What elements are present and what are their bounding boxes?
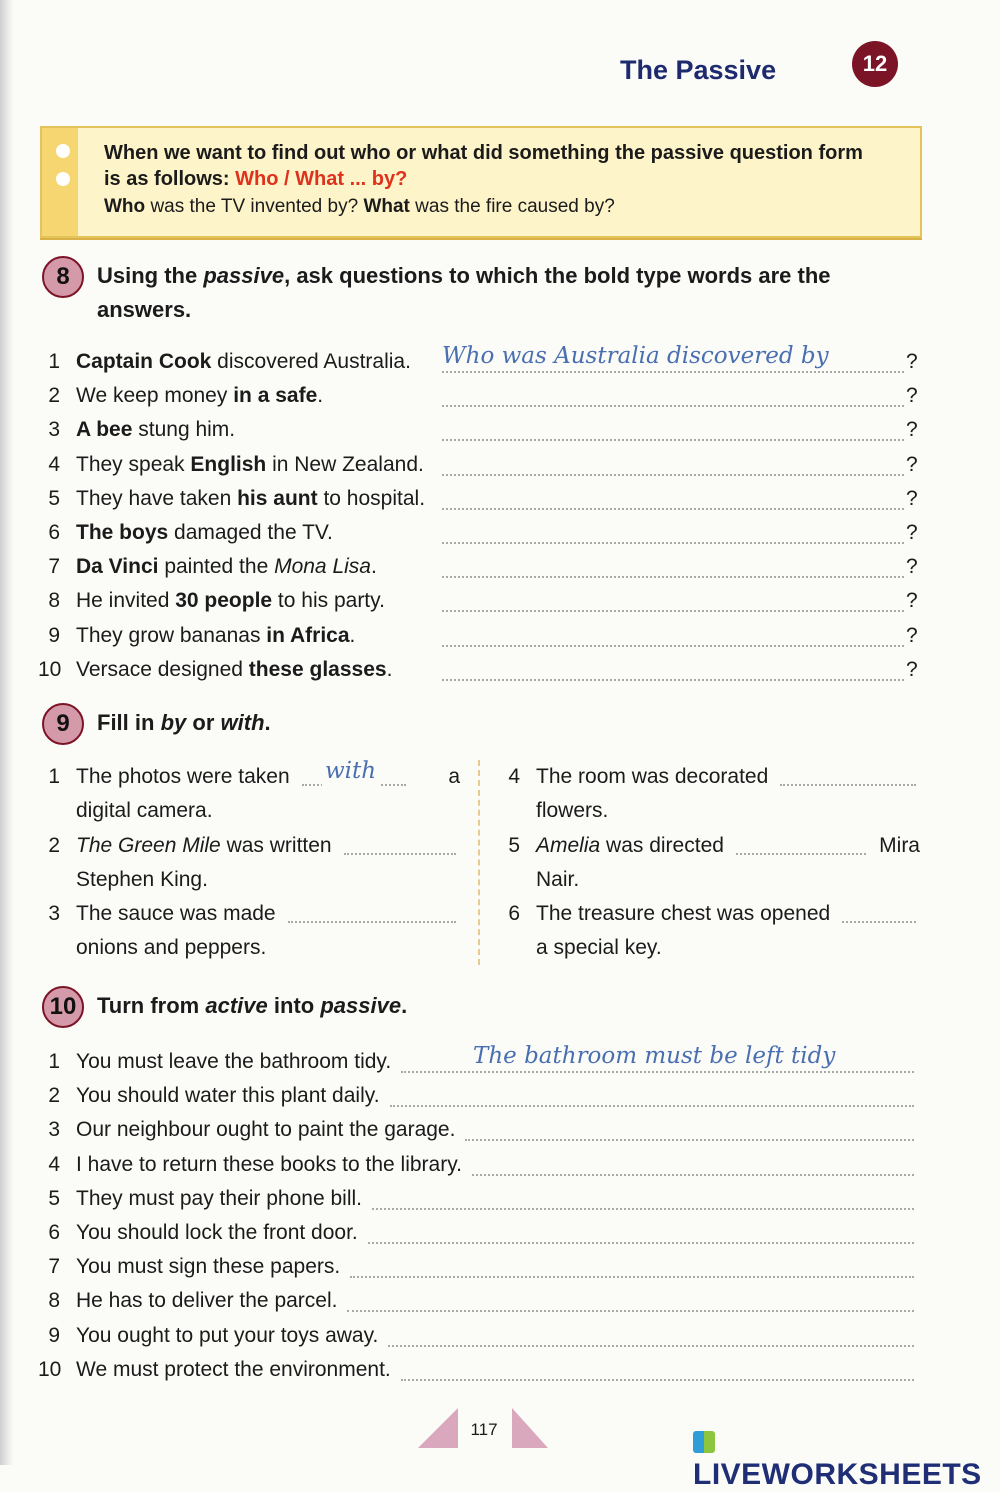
question-mark: ? xyxy=(906,452,918,476)
exercise-9-title: Fill in by or with. xyxy=(97,710,271,735)
item-number: 6 xyxy=(48,1221,60,1244)
exercise-8-item xyxy=(30,518,960,548)
item-sentence: They speak English in New Zealand. xyxy=(76,452,424,476)
answer-field[interactable] xyxy=(372,1208,914,1210)
exercise-8-item xyxy=(30,655,960,685)
answer-field[interactable] xyxy=(388,1345,914,1347)
exercise-9-badge: 9 xyxy=(42,703,84,745)
item-sentence: Captain Cook discovered Australia. xyxy=(76,350,411,373)
item-number: 8 xyxy=(48,1289,60,1313)
column-divider xyxy=(478,760,480,965)
answer-field[interactable] xyxy=(344,853,456,855)
item-number: 3 xyxy=(48,902,60,925)
question-mark: ? xyxy=(906,350,918,373)
example-answer: Who was Australia discovered by xyxy=(442,341,833,371)
rule-examples: Who was the TV invented by? What was the fire caused by? xyxy=(104,196,615,217)
item-text-cont: Nair. xyxy=(536,867,580,891)
exercise-10-item xyxy=(30,1355,920,1385)
question-mark: ? xyxy=(906,384,918,408)
item-number: 2 xyxy=(48,1084,60,1108)
item-number: 9 xyxy=(48,623,60,647)
item-sentence: They must pay their phone bill. xyxy=(76,1186,362,1210)
item-number: 3 xyxy=(48,418,60,442)
bullet-icon xyxy=(56,172,70,186)
item-sentence: I have to return these books to the library. xyxy=(76,1152,462,1176)
answer-field[interactable] xyxy=(347,1310,914,1312)
question-mark: ? xyxy=(906,657,918,681)
answer-field[interactable] xyxy=(401,1379,914,1381)
answer-field[interactable] xyxy=(442,645,904,647)
item-text: The Green Mile was written xyxy=(76,833,332,857)
bullet-icon xyxy=(56,144,70,158)
answer-field[interactable] xyxy=(780,784,916,786)
exercise-10-item xyxy=(30,1218,920,1248)
item-sentence: You must leave the bathroom tidy. xyxy=(76,1050,392,1073)
example-answer: with xyxy=(322,756,379,786)
answer-field[interactable] xyxy=(736,853,866,855)
question-mark: ? xyxy=(906,555,918,579)
exercise-8-item xyxy=(30,415,960,445)
exercise-10-item xyxy=(30,1115,920,1145)
exercise-8-item xyxy=(30,621,960,651)
item-number: 4 xyxy=(508,765,520,788)
answer-field[interactable] xyxy=(442,610,904,612)
item-number: 9 xyxy=(48,1323,60,1347)
answer-field[interactable] xyxy=(442,474,904,476)
item-number: 3 xyxy=(48,1118,60,1142)
exercise-10-item xyxy=(30,1252,920,1282)
item-number: 10 xyxy=(38,657,62,681)
item-number: 10 xyxy=(38,1357,62,1381)
exercise-10-item xyxy=(30,1043,920,1077)
exercise-8-title: Using the passive, ask questions to which the bold type words are the xyxy=(97,263,831,288)
exercise-8-item xyxy=(30,484,960,514)
item-number: 4 xyxy=(48,452,60,476)
item-text: The treasure chest was opened xyxy=(536,902,831,925)
item-number: 4 xyxy=(48,1152,60,1176)
exercise-8-title-cont: answers. xyxy=(97,297,192,322)
answer-field[interactable] xyxy=(442,405,904,407)
item-sentence: You ought to put your toys away. xyxy=(76,1323,379,1347)
item-sentence: He has to deliver the parcel. xyxy=(76,1289,338,1313)
item-text-end: a xyxy=(448,765,460,788)
unit-badge: 12 xyxy=(852,41,898,87)
exercise-8-item xyxy=(30,552,960,582)
item-sentence: He invited 30 people to his party. xyxy=(76,589,385,613)
exercise-10-item xyxy=(30,1321,920,1351)
item-sentence: A bee stung him. xyxy=(76,418,236,442)
answer-field[interactable] xyxy=(350,1276,914,1278)
liveworksheets-logo: LIVEWORKSHEETS xyxy=(693,1424,1000,1492)
page-title: The Passive xyxy=(620,55,777,85)
exercise-8-item xyxy=(30,381,960,411)
answer-field[interactable] xyxy=(465,1139,914,1141)
item-number: 7 xyxy=(48,1255,60,1279)
item-text: The photos were taken xyxy=(76,765,290,788)
answer-field[interactable] xyxy=(442,439,904,441)
item-sentence: Versace designed these glasses. xyxy=(76,657,393,681)
previous-page-arrow-icon[interactable] xyxy=(418,1408,458,1448)
exercise-8-item xyxy=(30,343,960,377)
item-sentence: You must sign these papers. xyxy=(76,1255,341,1279)
answer-field[interactable] xyxy=(442,576,904,578)
exercise-10-item xyxy=(30,1081,920,1111)
item-number: 2 xyxy=(48,384,60,408)
item-text-end: Mira xyxy=(879,833,920,857)
item-sentence: Our neighbour ought to paint the garage. xyxy=(76,1118,456,1142)
grammar-rule-box xyxy=(40,126,922,238)
item-sentence: They grow bananas in Africa. xyxy=(76,623,356,647)
answer-field[interactable] xyxy=(390,1105,914,1107)
item-number: 5 xyxy=(508,833,520,857)
item-sentence: They have taken his aunt to hospital. xyxy=(76,486,426,510)
answer-field[interactable] xyxy=(442,371,904,373)
question-mark: ? xyxy=(906,623,918,647)
page-spine xyxy=(0,0,14,1465)
item-sentence: The boys damaged the TV. xyxy=(76,521,333,544)
item-text: The room was decorated xyxy=(536,765,769,788)
exercise-10-title: Turn from active into passive. xyxy=(97,993,408,1018)
item-sentence: You should water this plant daily. xyxy=(76,1084,380,1108)
page-number: 117 xyxy=(470,1420,498,1439)
item-number: 7 xyxy=(48,555,60,579)
exercise-8-item xyxy=(30,450,960,480)
item-number: 2 xyxy=(48,833,60,857)
item-number: 6 xyxy=(48,521,60,544)
item-text-cont: digital camera. xyxy=(76,799,213,822)
item-sentence: We must protect the environment. xyxy=(76,1357,391,1381)
rule-line-2: is as follows: Who / What ... by? xyxy=(104,168,408,190)
question-mark: ? xyxy=(906,589,918,613)
answer-field[interactable] xyxy=(442,542,904,544)
answer-field[interactable] xyxy=(288,921,456,923)
question-mark: ? xyxy=(906,521,918,544)
item-text-cont: Stephen King. xyxy=(76,867,208,891)
item-text: Amelia was directed xyxy=(536,833,724,857)
next-page-arrow-icon[interactable] xyxy=(512,1408,548,1448)
item-text: The sauce was made xyxy=(76,902,276,925)
answer-field[interactable] xyxy=(442,679,904,681)
item-number: 5 xyxy=(48,486,60,510)
item-text-cont: flowers. xyxy=(536,799,609,822)
exercise-8-item xyxy=(30,586,960,616)
question-mark: ? xyxy=(906,486,918,510)
rule-line-1: When we want to find out who or what did something the passive question form xyxy=(104,142,863,164)
answer-field[interactable] xyxy=(442,508,904,510)
item-sentence: We keep money in a safe. xyxy=(76,384,324,408)
item-number: 5 xyxy=(48,1186,60,1210)
exercise-8-badge: 8 xyxy=(42,256,84,298)
item-number: 1 xyxy=(48,765,60,788)
item-text-cont: onions and peppers. xyxy=(76,936,267,959)
exercise-10-item xyxy=(30,1184,920,1214)
item-number: 6 xyxy=(508,902,520,925)
exercise-10-badge: 10 xyxy=(42,986,84,1028)
answer-field[interactable] xyxy=(472,1174,914,1176)
item-text-cont: a special key. xyxy=(536,936,662,959)
item-number: 1 xyxy=(48,350,60,373)
exercise-10-item xyxy=(30,1150,920,1180)
question-mark: ? xyxy=(906,418,918,442)
liveworksheets-icon xyxy=(693,1431,715,1453)
question-form: Who / What ... by? xyxy=(235,168,408,190)
item-number: 8 xyxy=(48,589,60,613)
answer-field[interactable] xyxy=(368,1242,914,1244)
answer-field[interactable] xyxy=(401,1071,914,1073)
item-sentence: You should lock the front door. xyxy=(76,1221,358,1244)
answer-field[interactable] xyxy=(842,921,916,923)
example-answer: The bathroom must be left tidy xyxy=(470,1041,838,1071)
item-number: 1 xyxy=(48,1050,60,1073)
item-sentence: Da Vinci painted the Mona Lisa. xyxy=(76,555,377,579)
exercise-10-item xyxy=(30,1286,920,1316)
